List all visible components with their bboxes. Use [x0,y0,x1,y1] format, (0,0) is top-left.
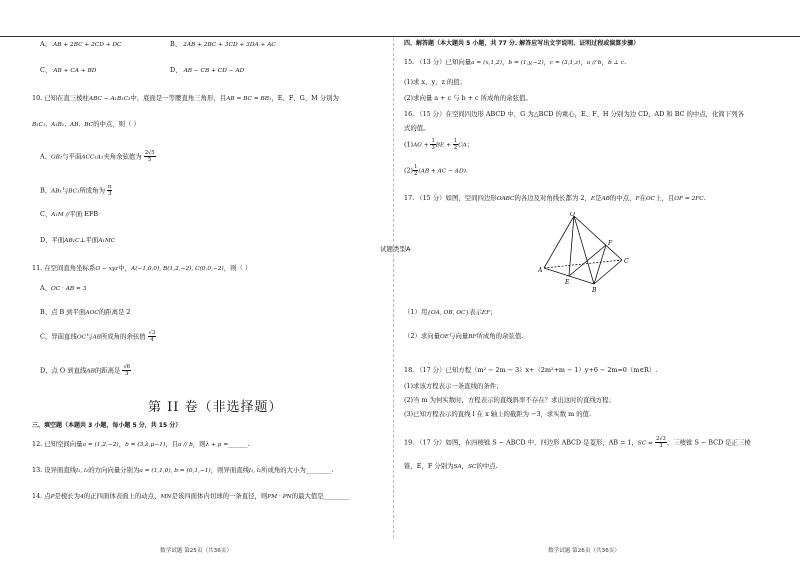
math: OC · AB = 3 [51,286,87,292]
math: AG + [413,142,431,149]
text: 平面 EFB [69,210,99,218]
label-e: E [565,279,570,286]
exam-type-tag: 试题类型A [380,245,411,253]
fraction-den: 3 [431,145,435,151]
part2-title: 第 II 卷（非选择题） [148,400,283,415]
option-label: A、 [40,152,52,161]
question-number: 10. [32,94,43,102]
math: AB₁C [64,238,80,244]
math: l₁, l₂ [249,468,262,474]
text: （1）用 [404,308,428,316]
text: ， [461,462,469,470]
fraction-den: 2 [414,171,418,177]
q15-stem [404,58,626,67]
text: 中，底面是一等腰直角三角形，且 [130,94,227,102]
math: OE [440,334,450,340]
q10-stem-line2 [32,120,140,129]
option-label: C、 [40,210,52,218]
text: 的最大值是 [291,492,324,500]
math: OC [76,334,87,341]
option-label: C、 [40,66,52,74]
section4-header: 四、解答题（本大题共 5 小题，共 77 分. 解答应写出文字说明、证明过程或演算步骤） [404,40,640,47]
math: A(−1,0,0), B(1,2,−2), C(0,0,−2) [131,266,224,272]
option-label: A、 [40,40,52,48]
text: D、点 O 到直线 [40,366,87,375]
q14 [32,492,349,501]
text: 是棱长为 [54,492,81,500]
text: 与平面 [62,152,82,161]
question-number: 11. [32,264,43,272]
text: 的中点. [476,462,498,470]
math: AB = BC = BB₁ [226,96,272,102]
q18-stem [404,366,657,374]
math: a = (1,2,−2) [82,442,119,448]
text: ，且 [165,440,179,448]
fraction-num: 1 [414,164,418,170]
q13 [32,466,333,475]
question-number: 19. [404,438,415,447]
text: ， [543,58,550,66]
text: 所成角为 [79,186,105,195]
option-label: A、 [40,284,52,292]
math: MN [160,494,172,500]
q10-option-c [40,210,98,219]
math: b = (3,λ,μ−1) [125,442,166,448]
math: a = (1,1,0), b = (0,1,−1) [139,468,211,474]
text: （17 分）如图，在四棱锥 S − ABCD 中，四边形 ABCD 是菱形，AB = 1， [416,438,638,447]
text: ，则异面直线 [210,466,250,474]
q11-option-a [40,284,86,293]
text: 锥，E，F 分别为 [404,462,454,470]
text: ，则 [192,440,206,448]
q18-part3: (3)已知方程表示的直线 l 在 x 轴上的截距为 −3，求实数 m 的值. [404,410,592,418]
fraction-den: 3 [125,371,129,377]
option-math: AB + CA + BD [53,68,97,74]
q9-option-a [40,40,121,49]
q16-stem-line1 [404,110,744,118]
q9-option-b [170,40,276,49]
q10-option-d [40,236,115,245]
text: （15 分）在空间四边形 ABCD 中，G 为△BCD 的重心，E、F、H 分别为边 CD、AD 和 BC 的中点，化简下列各 [416,110,744,118]
question-number: 13. [32,466,43,474]
option-label: B、 [40,186,52,195]
text: 在 [639,194,646,202]
question-number: 18. [404,366,415,374]
q11-option-b [40,308,130,317]
q12 [32,440,249,449]
option-math: AB − CB + CD − AD [183,68,245,74]
tetrahedron-figure [538,212,638,294]
segment-ef [569,245,606,276]
text: （2）求向量 [404,332,441,340]
q11-option-c [40,330,156,343]
text: 是该四面体内切球的一条直径，则 [171,492,268,500]
math: b ⊥ c [607,60,625,66]
math: SA [453,464,462,470]
fold-line [393,38,394,538]
text: 在空间直角坐标系 [44,264,96,272]
text: 表示 [469,308,482,316]
math: OC [645,196,656,202]
question-number: 14. [32,492,43,500]
option-math: AB + 2BC + 2CD + DC [53,42,122,48]
math: (AB + AC − AD) [418,168,466,175]
math: P [50,494,55,500]
math: SC [468,464,477,470]
q15-part1: (1)求 x，y，z 的值； [404,78,467,86]
text: 上，且 [655,194,675,202]
math: ACC₁A₁ [81,154,104,161]
edge-ob [574,216,594,284]
math: c = (3,1,z) [549,60,581,66]
fraction-num: 1 [431,138,435,144]
math: 4 [80,494,84,500]
label-a: A [538,267,543,274]
text: ； [490,308,497,316]
text: B、点 B 到平面 [40,308,86,316]
label-o: O [570,212,575,218]
fraction-num: 1 [453,138,458,144]
q17-part2 [404,332,523,341]
math: O − xyz [95,266,119,272]
math: OABC [496,196,515,202]
fraction-den: 3 [108,191,112,197]
fraction-num: π [108,184,112,190]
math: E [590,196,596,202]
text: ，E、F、G、M 分别为 [271,94,339,102]
text: 已知空间向量 [44,440,83,448]
text: 的各边及对角线长都为 2， [514,194,591,202]
label-f: F [608,240,613,247]
text: 与 [61,186,69,195]
label-b: B [592,287,597,294]
math: AB [86,368,95,375]
question-number: 15. [404,58,415,66]
text: ⊥平面 [79,236,99,244]
text: 的中点，则（ ） [93,120,140,128]
q18-part1: (1)求该方程表示一条直线的条件； [404,382,503,390]
math: BE + [435,142,453,149]
q15-part2: (2)求向量 a + c 与 b + c 所成角的余弦值。 [404,94,532,102]
fraction [107,184,112,197]
text: 已知在直三棱柱 [44,94,89,102]
q11-stem [32,264,251,273]
q17-stem [404,194,706,203]
fraction [148,330,157,343]
fraction [144,150,156,163]
math: CA [458,142,467,149]
option-label: D、 [170,66,182,74]
fraction [655,436,667,449]
text: 的方向向量分别为 [88,466,140,474]
math: SC = [637,440,653,447]
text: ，则（ ） [223,264,252,272]
fraction [122,364,131,377]
text: ， [501,58,509,66]
math: BF [468,334,477,340]
fraction-num: 2√5 [144,150,155,156]
q10-option-a [40,150,156,163]
text: ， [580,58,587,66]
text: ； [466,140,474,149]
math: AB [92,334,101,341]
q9-option-c [40,66,96,75]
math: AOC [85,310,99,316]
math: BC₁ [68,188,80,195]
right-page [380,0,800,566]
q16-part2 [404,164,468,177]
text: 的距离是 [94,366,121,375]
fraction-num: √6 [123,364,131,370]
text: C、异面直线 [40,332,77,341]
text: . [624,58,627,66]
q16-part1 [404,138,473,151]
text: ， [601,58,608,66]
option-label: B、 [170,40,182,48]
label-c: C [624,258,629,265]
q10-option-b [40,184,112,197]
option-math: 2AB + 2BC + 3CD + 3DA + AC [183,42,276,48]
math: OF = 2FC [674,196,704,202]
text: ，三棱锥 S − BCD 是正三棱 [666,438,751,447]
math: b = (1,y,−2) [508,60,544,66]
fraction-num: 2√3 [655,436,666,442]
q18-part2: (2)当 m 为何实数时，方程表示的直线斜率不存在？求出这时的直线方程； [404,396,615,404]
math: AB [601,196,610,202]
math: F [635,196,640,202]
q19-stem-line1 [404,436,751,449]
math: a // b [586,60,602,66]
math: GB₁ [51,154,63,161]
math: EF [481,310,491,316]
math: A₁M // [51,212,70,218]
text: 是 [595,194,602,202]
text: (2) [404,166,414,175]
math: AB₁ [51,188,62,195]
segment-bf [594,245,606,284]
math: ABC − A₁B₁C₁ [88,96,131,102]
fraction-den: 4 [150,337,154,343]
fraction-den: 5 [148,157,152,163]
math: l₁, l₂ [76,468,89,474]
answer-blank: ________ [323,492,350,500]
text: 所成角的大小为 [261,466,306,474]
fraction-den: 2 [453,145,458,151]
text: (1) [404,140,414,149]
text: ， [118,440,126,448]
text: 的中点， [609,194,636,202]
math: λ + μ = [205,442,229,448]
answer-blank: ________. [305,466,334,474]
text: 的正四面体表面上的动点， [83,492,161,500]
question-number: 12. [32,440,43,448]
edge-oc [574,216,622,260]
fraction-num: √3 [148,330,156,336]
text: （17 分）已知方程（m² − 2m − 3）x+（2m²+m − 1）y+6 − 2m=0（m∈R）. [416,366,658,374]
text: 所成角的余弦值. [476,332,524,340]
math: a // b [178,442,193,448]
q11-option-d [40,364,131,377]
text: 所成角的余弦值 [100,332,146,341]
text: （13 分）已知向量 [416,58,472,66]
q19-stem-line2 [404,462,498,471]
math: B₁C₁、A₁B₁、AB、BC [32,122,94,128]
section3-header: 三、填空题（本题共 3 小题，每小题 5 分，共 15 分） [32,422,182,429]
segment-oe [569,216,574,276]
q16-stem-line2: 式的值。 [404,124,430,132]
left-page [0,0,392,566]
left-footer: 数学试题 第25页（共36页） [160,548,232,554]
fraction-den: 3 [659,443,663,449]
q10-stem-line1 [32,94,339,103]
q17-part1 [404,308,497,317]
option-label: D、平面 [40,236,65,244]
text: 点 [44,492,51,500]
question-number: 17. [404,194,415,202]
right-footer: 数学试题 第26页（共36页） [548,548,620,554]
edge-bc [594,260,622,284]
text: 设异面直线 [44,466,77,474]
answer-blank: ______. [228,440,250,448]
edge-oa [544,216,574,268]
text: 夹角余弦值为 [103,152,142,161]
math: PM · PN [267,494,292,500]
math: a = (x,1,2) [471,60,502,66]
text: . [465,166,468,175]
text: 中， [118,264,132,272]
text: 与向量 [449,332,469,340]
text: （15 分）如图，空间四边形 [416,194,497,202]
text: 的距离是 2 [98,308,131,316]
math: A₁MC [98,238,116,244]
math: {OA, OB, OC} [427,310,470,316]
question-number: 16. [404,110,415,118]
q9-option-d [170,66,244,75]
text: . [703,194,706,202]
text: 与 [86,332,93,341]
